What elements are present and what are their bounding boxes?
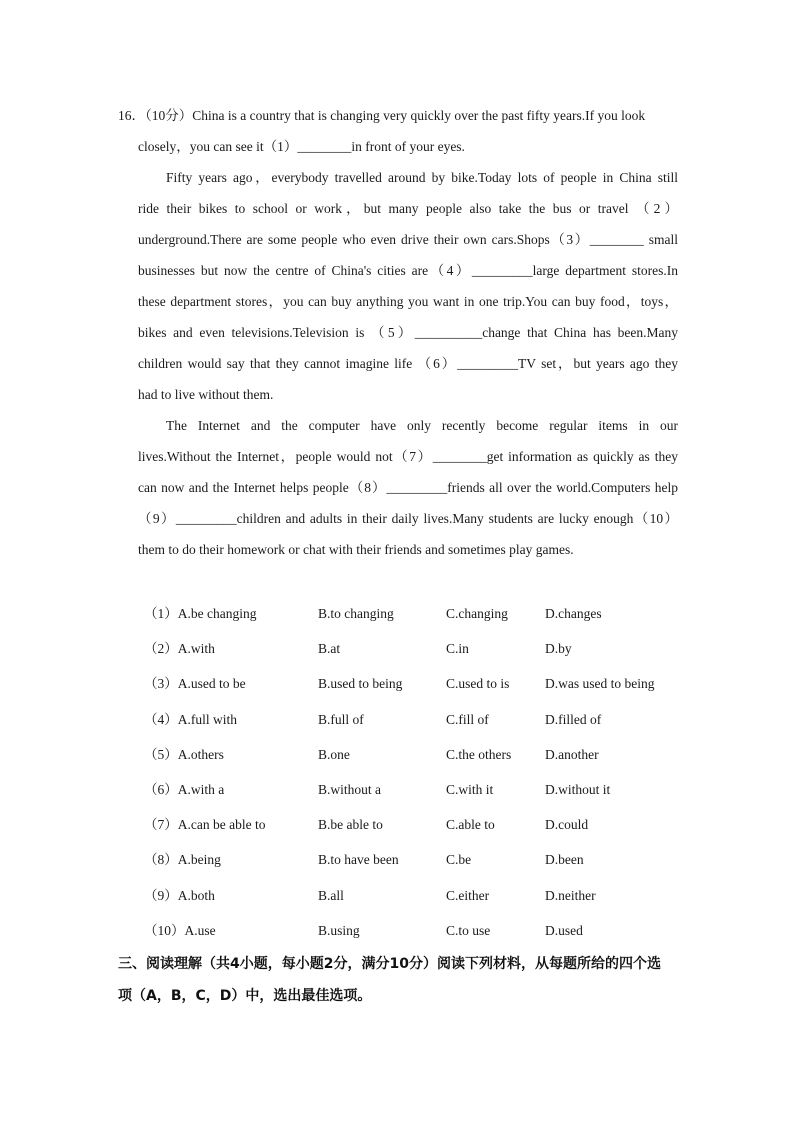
passage-line: them to do their homework or chat with their friends and sometimes play games. [138, 542, 574, 557]
passage-line: ride their bikes to school or work，but many people also take the bus or travel （2） [138, 201, 678, 216]
option-c[interactable]: C.fill of [446, 711, 489, 727]
option-b[interactable]: B.at [318, 641, 341, 657]
option-d[interactable]: D.changes [545, 606, 602, 621]
option-number: （10） [144, 922, 185, 938]
option-a[interactable] [144, 737, 224, 772]
option-a[interactable] [144, 807, 265, 842]
question-header-line: 16．（10分）China is a country that is changing very quickly over the past fifty years.If you look [118, 108, 646, 123]
option-a[interactable] [144, 631, 215, 666]
option-b[interactable]: B.to changing [318, 606, 394, 621]
passage-line: lives.Without the Internet，people would not（7）________get information as quickly as they [138, 449, 678, 464]
section-heading-line: 项（A，B，C，D）中，选出最佳选项。 [118, 988, 372, 1004]
option-row [144, 772, 684, 807]
cloze-passage [118, 100, 678, 565]
option-row [144, 631, 684, 666]
option-number: （5） [144, 746, 178, 762]
option-a-text: A.both [177, 887, 215, 903]
option-row [144, 807, 684, 842]
option-b[interactable]: B.to have been [318, 852, 399, 868]
option-row [144, 842, 684, 877]
option-b[interactable]: B.one [318, 746, 350, 762]
option-number: （1） [144, 606, 178, 621]
option-row [144, 913, 684, 948]
option-b[interactable]: B.all [318, 887, 344, 903]
option-number: （4） [144, 711, 178, 727]
option-number: （6） [144, 781, 178, 797]
option-d[interactable]: D.another [545, 746, 599, 762]
passage-line: Fifty years ago，everybody travelled around by bike.Today lots of people in China still [166, 170, 678, 185]
option-a[interactable] [144, 702, 237, 737]
option-a[interactable] [144, 666, 246, 701]
option-a-text: A.used to be [177, 676, 246, 692]
option-row [144, 596, 684, 631]
option-row [144, 737, 684, 772]
option-a[interactable] [144, 772, 224, 807]
option-c[interactable]: C.to use [446, 922, 491, 938]
option-a-text: A.full with [177, 711, 237, 727]
option-number: （7） [144, 817, 178, 833]
option-a[interactable] [144, 842, 221, 877]
option-row [144, 878, 684, 913]
passage-line: children would say that they cannot imagine life （6）_________TV set，but years ago they [138, 356, 678, 371]
passage-line: The Internet and the computer have only recently become regular items in our [166, 418, 678, 433]
passage-line: these department stores，you can buy anything you want in one trip.You can buy food，toys， [138, 294, 678, 309]
option-c[interactable]: C.used to is [446, 676, 510, 692]
passage-line: underground.There are some people who even drive their own cars.Shops（3）________ small [138, 232, 678, 247]
passage-line: closely，you can see it（1）________in front of your eyes. [138, 139, 465, 154]
passage-line: can now and the Internet helps people（8）_________friends all over the world.Computers help [138, 480, 678, 495]
section-heading [118, 948, 688, 1012]
option-a-text: A.others [177, 746, 224, 762]
option-b[interactable]: B.used to being [318, 676, 403, 692]
option-c[interactable]: C.be [446, 852, 472, 868]
option-d[interactable]: D.was used to being [545, 676, 655, 692]
passage-line: had to live without them. [138, 387, 274, 402]
option-b[interactable]: B.using [318, 922, 360, 938]
passage-line: （9）_________children and adults in their daily lives.Many students are lucky enough（10） [138, 511, 678, 526]
option-c[interactable]: C.changing [446, 606, 508, 621]
option-row [144, 666, 684, 701]
option-d[interactable]: D.could [545, 817, 589, 833]
option-d[interactable]: D.filled of [545, 711, 602, 727]
option-c[interactable]: C.the others [446, 746, 512, 762]
passage-line: bikes and even televisions.Television is （5）__________change that China has been.Many [138, 325, 678, 340]
option-a-text: A.with a [177, 781, 225, 797]
option-d[interactable]: D.without it [545, 781, 611, 797]
option-d[interactable]: D.used [545, 922, 583, 938]
option-b[interactable]: B.without a [318, 781, 381, 797]
option-d[interactable]: D.neither [545, 887, 596, 903]
option-number: （8） [144, 852, 178, 868]
option-a-text: A.can be able to [177, 817, 266, 833]
option-b[interactable]: B.full of [318, 711, 364, 727]
option-c[interactable]: C.either [446, 887, 490, 903]
section-heading-line: 三、阅读理解（共4小题，每小题2分，满分10分）阅读下列材料，从每题所给的四个选 [118, 956, 661, 972]
option-a-text: A.with [177, 641, 215, 657]
option-d[interactable]: D.been [545, 852, 584, 868]
option-number: （2） [144, 641, 178, 657]
option-number: （3） [144, 676, 178, 692]
option-a-text: A.be changing [177, 606, 257, 621]
option-d[interactable]: D.by [545, 641, 572, 657]
option-a-text: A.use [184, 922, 216, 938]
option-a[interactable] [144, 913, 216, 948]
answer-options [144, 596, 684, 948]
option-b[interactable]: B.be able to [318, 817, 383, 833]
option-c[interactable]: C.with it [446, 781, 494, 797]
option-c[interactable]: C.in [446, 641, 469, 657]
option-a[interactable] [144, 878, 215, 913]
option-a-text: A.being [177, 852, 221, 868]
option-c[interactable]: C.able to [446, 817, 495, 833]
option-a[interactable] [144, 596, 256, 631]
option-number: （9） [144, 887, 178, 903]
option-row [144, 702, 684, 737]
passage-line: businesses but now the centre of China's cities are（4）_________large department stores.In [138, 263, 678, 278]
